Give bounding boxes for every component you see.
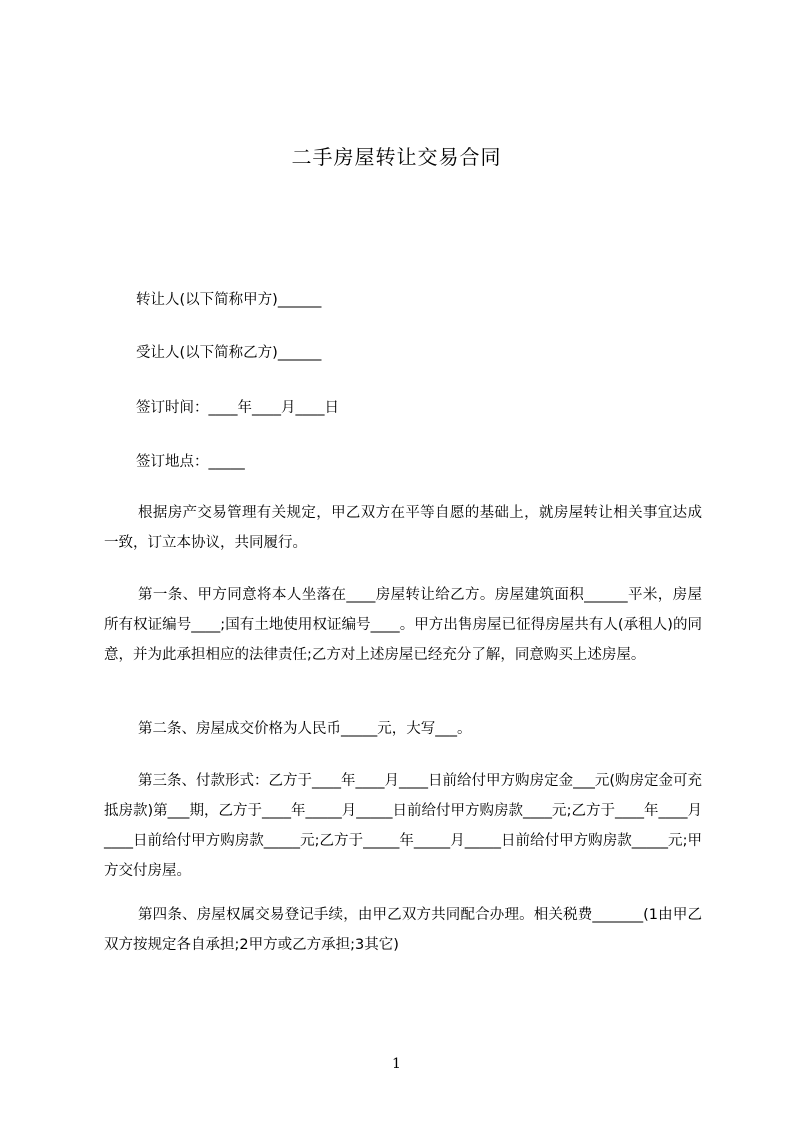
- article-3-paragraph: 第三条、付款形式：乙方于____年____月____日前给付甲方购房定金___元(购房定金可充抵房款)第___期，乙方于____年_____月_____日前给付甲方购房款____元;乙方于____年____月____日前给付甲方购房款_____元;乙方于_____年_____月_____日前给付甲方购房款_____元;甲方交付房屋。: [104, 773, 702, 879]
- transferee-line: 受让人(以下简称乙方)______: [136, 345, 322, 361]
- transferor-line: 转让人(以下简称甲方)______: [136, 292, 322, 308]
- signing-place-line: 签订地点：_____: [136, 454, 245, 470]
- signing-date-line: 签订时间：____年____月____日: [136, 400, 339, 416]
- article-1-paragraph: 第一条、甲方同意将本人坐落在____房屋转让给乙方。房屋建筑面积______平米，房屋所有权证编号____;国有土地使用权证编号____。甲方出售房屋已征得房屋共有人(承租人)的同意，并为此承担相应的法律责任;乙方对上述房屋已经充分了解，同意购买上述房屋。: [104, 587, 702, 663]
- article-4-paragraph: 第四条、房屋权属交易登记手续，由甲乙双方共同配合办理。相关税费_______(1由甲乙双方按规定各自承担;2甲方或乙方承担;3其它): [104, 907, 702, 953]
- document-title: 二手房屋转让交易合同: [291, 145, 502, 169]
- article-2-paragraph: 第二条、房屋成交价格为人民币_____元，大写___。: [138, 721, 472, 737]
- page-number: 1: [392, 1056, 401, 1072]
- preamble-paragraph: 根据房产交易管理有关规定，甲乙双方在平等自愿的基础上，就房屋转让相关事宜达成一致，订立本协议，共同履行。: [104, 505, 702, 551]
